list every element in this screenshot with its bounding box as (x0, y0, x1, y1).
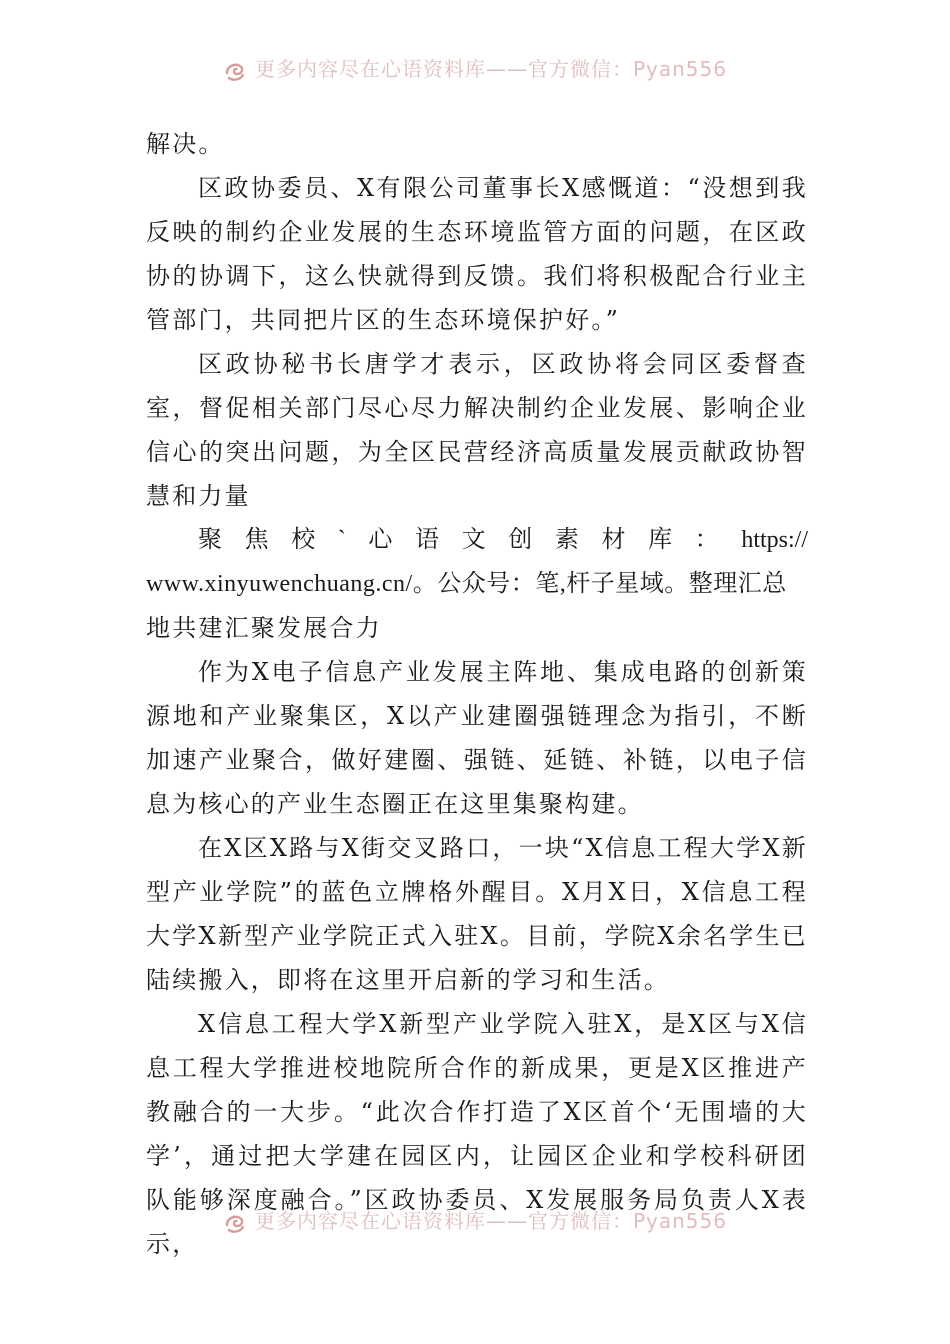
document-body (146, 122, 808, 1266)
footer-watermark (0, 1208, 950, 1238)
paragraph: 地共建汇聚发展合力 (146, 614, 382, 642)
promo-paragraph (146, 518, 808, 606)
promo-line-2: www.xinyuwenchuang.cn/。公众号：笔,杆子星域。整理汇总 (146, 571, 787, 597)
paragraph: X信息工程大学X新型产业学院入驻X，是X区与X信息工程大学推进校地院所合作的新成果，更是X区推进产教融合的一大步。“此次合作打造了X区首个‘无围墙的大学’，通过把大学建在园区内，让园区企业和学校科研团队能够深度融合。”区政协委员、X发展服务局负责人X表示， (146, 1010, 808, 1258)
paragraph: 区政协秘书长唐学才表示，区政协将会同区委督查室，督促相关部门尽心尽力解决制约企业发展、影响企业信心的突出问题，为全区民营经济高质量发展贡献政协智慧和力量 (146, 350, 808, 510)
paragraph: 解决。 (146, 130, 225, 158)
red-swirl-logo-icon (223, 1211, 247, 1235)
paragraph: 区政协委员、X有限公司董事长X感慨道：“没想到我反映的制约企业发展的生态环境监管方面的问题，在区政协的协调下，这么快就得到反馈。我们将积极配合行业主管部门，共同把片区的生态环境保护好。” (146, 174, 808, 334)
header-watermark (0, 56, 950, 86)
red-swirl-logo-icon (223, 59, 247, 83)
paragraph: 在X区X路与X街交叉路口，一块“X信息工程大学X新型产业学院”的蓝色立牌格外醒目。X月X日，X信息工程大学X新型产业学院正式入驻X。目前，学院X余名学生已陆续搬入，即将在这里开启新的学习和生活。 (146, 834, 808, 994)
promo-line-1: 聚焦校`心语文创素材库：https:// (198, 527, 808, 553)
watermark-text: 更多内容尽在心语资料库——官方微信：Pyan556 (254, 1208, 727, 1233)
watermark-text: 更多内容尽在心语资料库——官方微信：Pyan556 (254, 56, 727, 81)
paragraph: 作为X电子信息产业发展主阵地、集成电路的创新策源地和产业聚集区，X以产业建圈强链理念为指引，不断加速产业聚合，做好建圈、强链、延链、补链，以电子信息为核心的产业生态圈正在这里集聚构建。 (146, 658, 808, 818)
